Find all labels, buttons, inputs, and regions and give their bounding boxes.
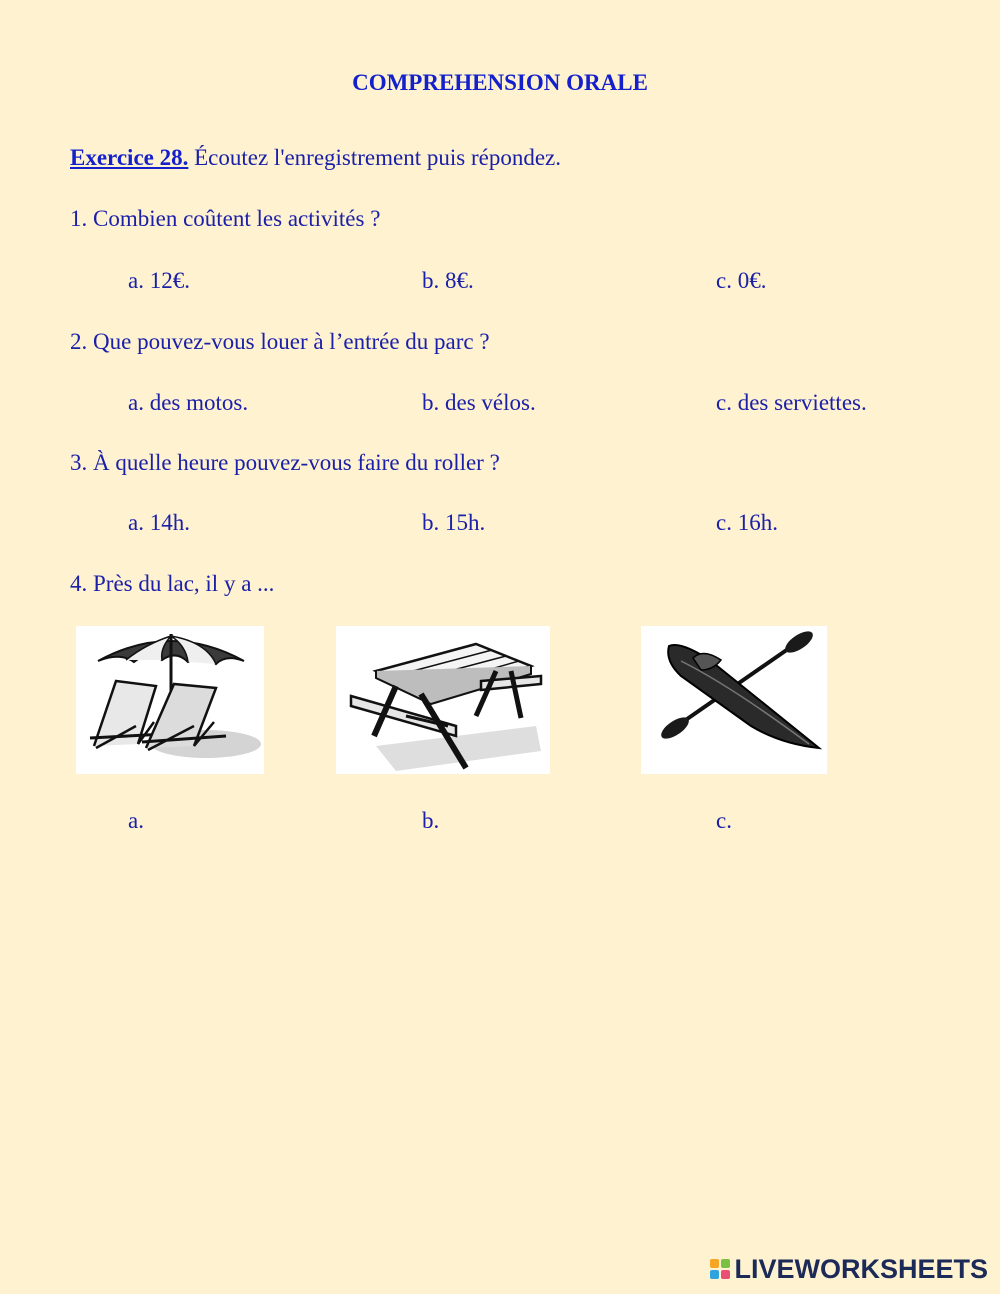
logo-square-icon [710,1270,719,1279]
page-title: COMPREHENSION ORALE [352,70,648,95]
parasol-deckchairs-image [76,626,264,774]
question-2: 2. Que pouvez-vous louer à l’entrée du parc ? [70,329,490,354]
q1-option-c: c. 0€. [716,268,767,293]
q2-option-a: a. des motos. [128,390,249,415]
logo-square-icon [721,1259,730,1268]
q1-option-b: b. 8€. [422,268,474,293]
question-1: 1. Combien coûtent les activités ? [70,206,381,231]
question-3: 3. À quelle heure pouvez-vous faire du roller ? [70,450,500,475]
question-4: 4. Près du lac, il y a ... [70,571,275,596]
q3-option-b: b. 15h. [422,510,486,535]
exercise-instruction: Écoutez l'enregistrement puis répondez. [188,145,561,170]
brand-logo-icon [710,1259,730,1279]
kayak-icon [641,626,827,774]
exercise-heading [70,145,561,171]
q2-option-b: b. des vélos. [422,390,536,415]
q2-option-c: c. des serviettes. [716,390,867,415]
q4-option-c: c. [716,808,732,833]
q4-option-b: b. [422,808,440,833]
q3-option-c: c. 16h. [716,510,778,535]
logo-square-icon [721,1270,730,1279]
q3-option-a: a. 14h. [128,510,190,535]
liveworksheets-logo [710,1254,988,1284]
q4-option-a: a. [128,808,144,833]
kayak-image [641,626,827,774]
picnic-table-image [336,626,550,774]
picnic-table-icon [336,626,550,774]
logo-square-icon [710,1259,719,1268]
brand-name: LIVEWORKSHEETS [734,1253,988,1284]
exercise-label: Exercice 28. [70,145,189,170]
parasol-deckchairs-icon [76,626,264,774]
q1-option-a: a. 12€. [128,268,190,293]
